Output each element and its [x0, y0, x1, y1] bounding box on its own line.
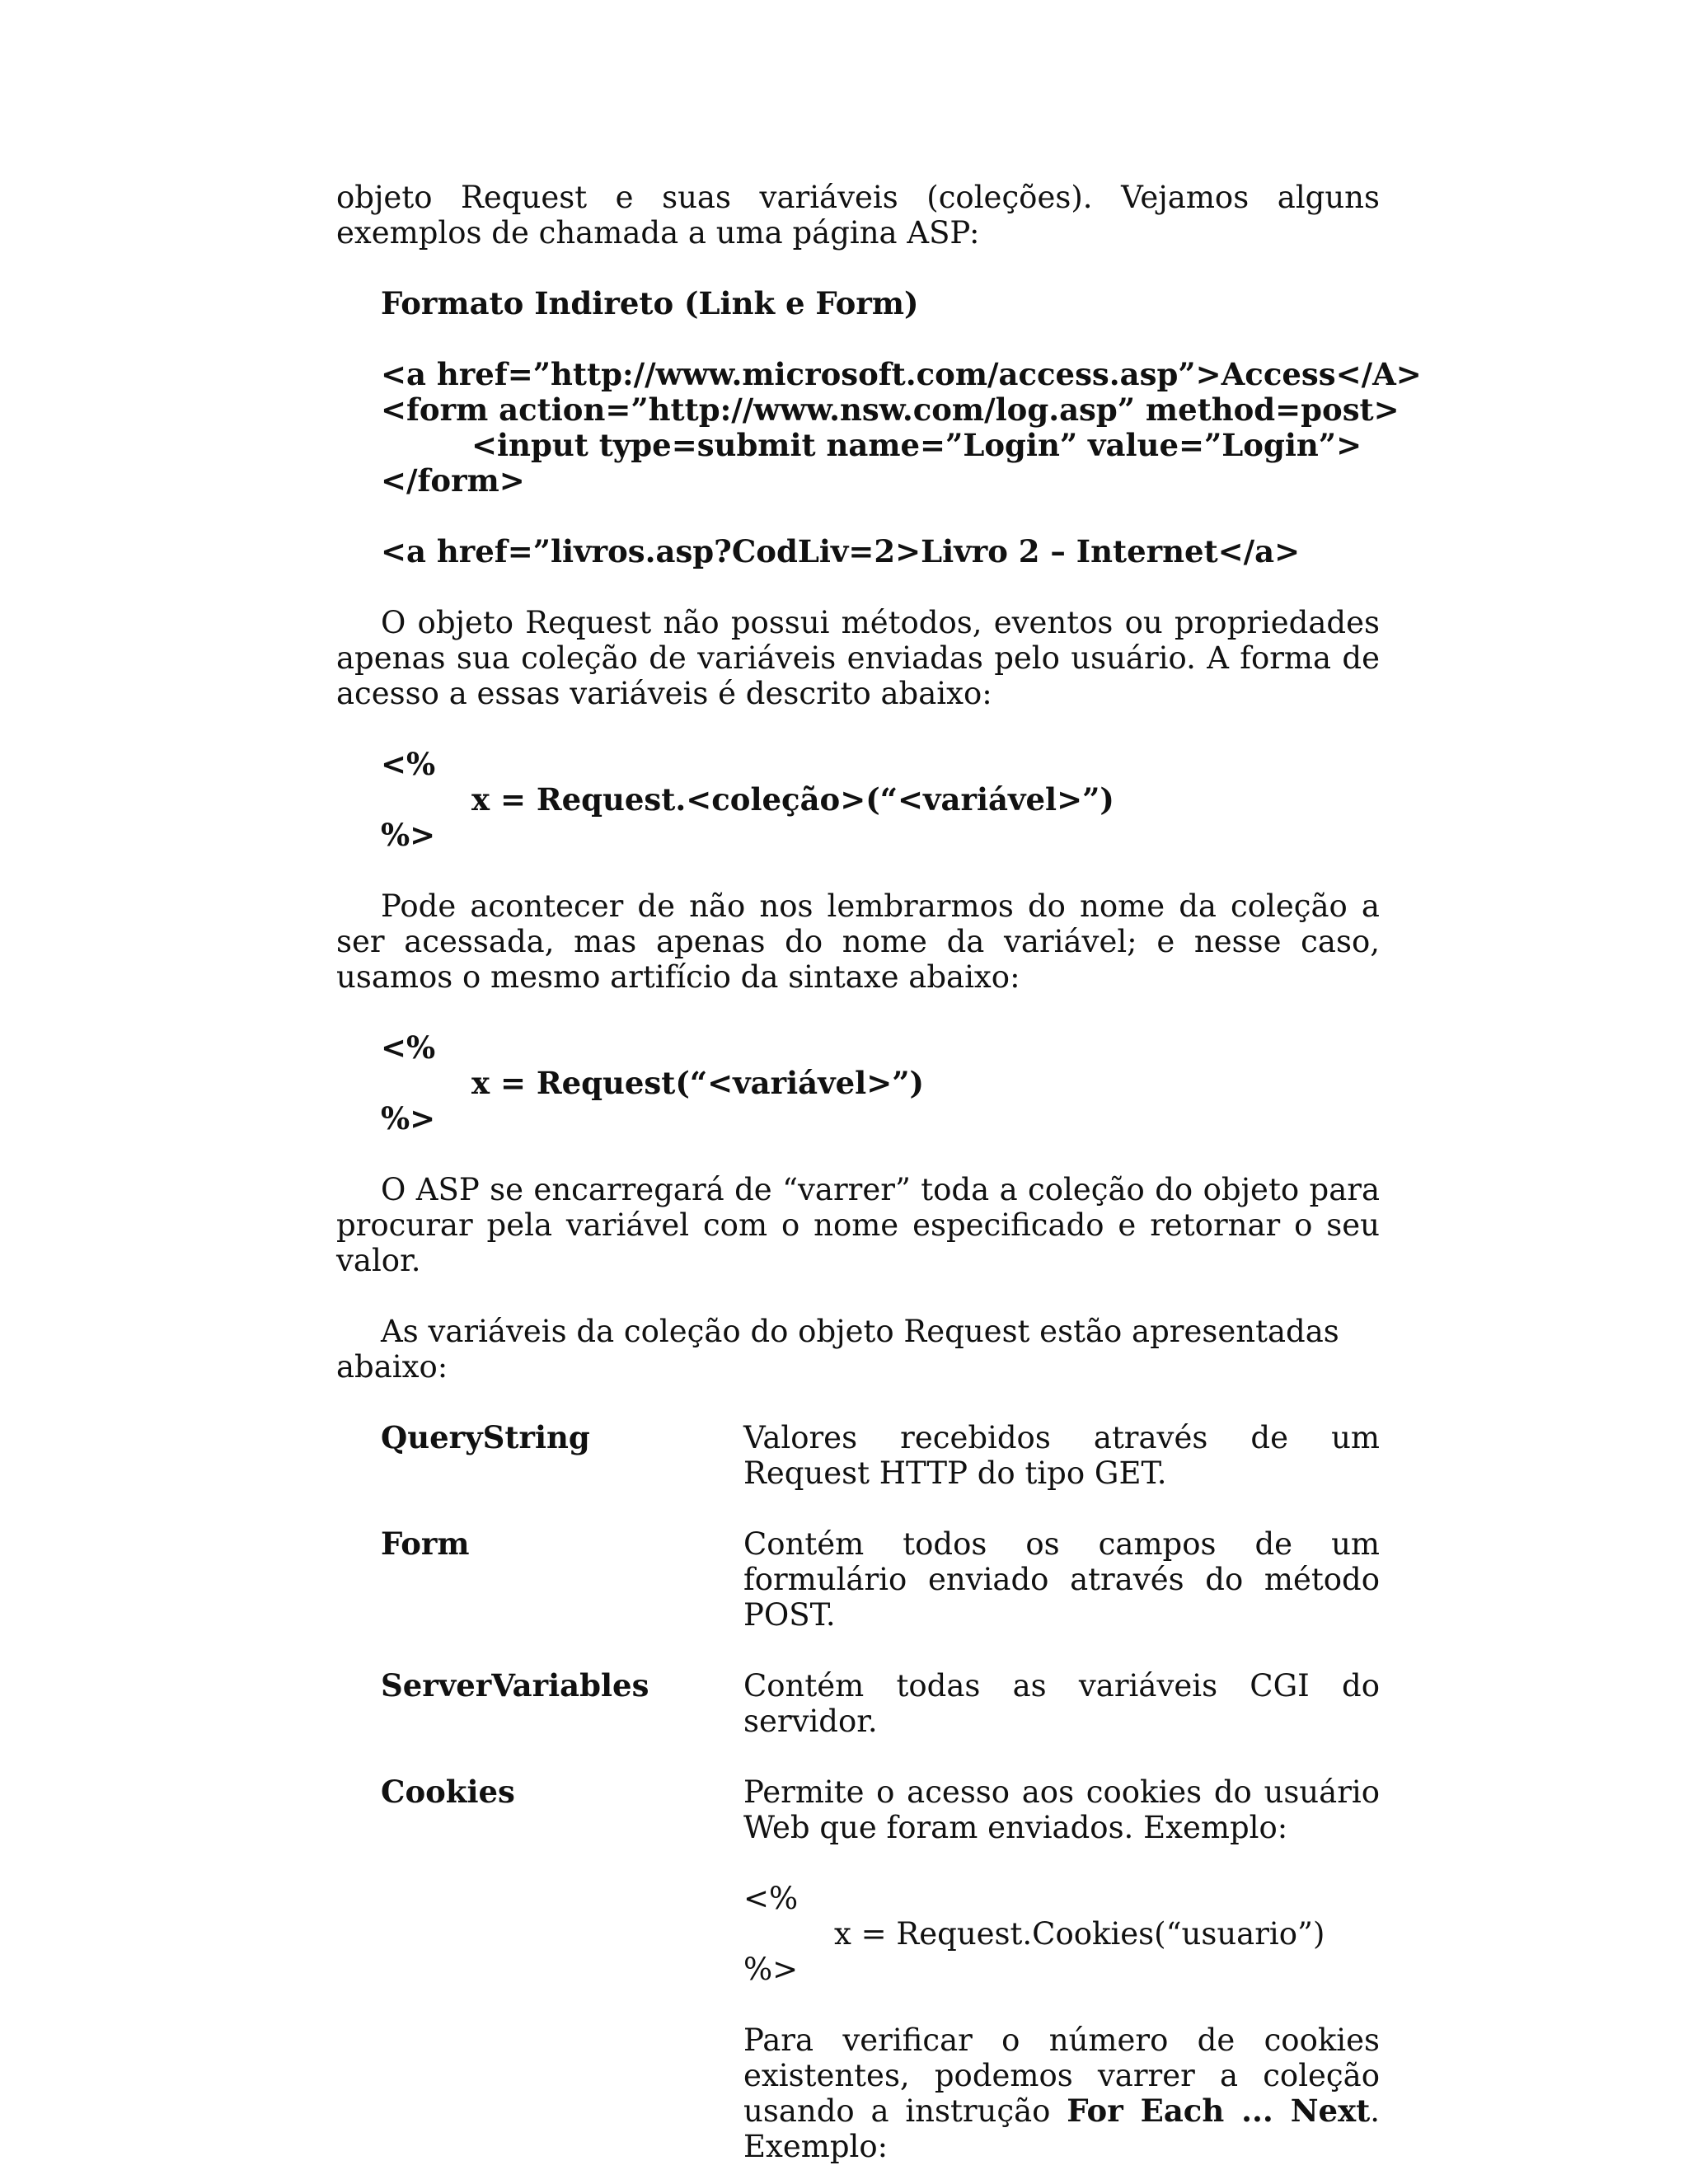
code-line: x = Request.<coleção>(“<variável>”) [471, 781, 1114, 818]
code-line: %> [743, 1952, 799, 1987]
code-line: x = Request.Cookies(“usuario”) [834, 1916, 1325, 1952]
collection-description: Permite o acesso aos cookies do usuário Web que foram enviados. Exemplo: [743, 1774, 1380, 1845]
code-line: <a href=”livros.asp?CodLiv=2>Livro 2 – Internet</a> [381, 533, 1301, 569]
document-page [336, 180, 1422, 2164]
code-line: <% [381, 1029, 436, 1066]
paragraph-request-collection: O objeto Request não possui métodos, eventos ou propriedades apenas sua coleção de variáveis enviadas pelo usuário. A forma de acesso a essas variáveis é descrito abaixo: [336, 605, 1380, 711]
code-block-cookies [743, 1881, 1380, 1987]
code-line: %> [381, 1100, 436, 1137]
collection-description: Contém todos os campos de um formulário enviado através do método POST. [743, 1526, 1380, 1633]
collection-term: QueryString [381, 1419, 590, 1455]
paragraph-asp-search: O ASP se encarregará de “varrer” toda a coleção do objeto para procurar pela variável com o nome especificado e retornar o seu valor. [336, 1172, 1380, 1278]
code-line: <% [743, 1881, 799, 1916]
code-block-querystring-link [381, 534, 1380, 569]
code-line: %> [381, 817, 436, 853]
collection-row-cookies [381, 1774, 1380, 2164]
code-line: <input type=submit name=”Login” value=”Login”> [471, 427, 1362, 463]
note-text: . Exemplo: [743, 2093, 1381, 2164]
code-line: <a href=”http://www.microsoft.com/access.asp”>Access</A> [381, 356, 1422, 392]
collection-row-servervariables [381, 1668, 1380, 1739]
collection-row-form [381, 1526, 1380, 1633]
paragraph-forgotten-collection: Pode acontecer de não nos lembrarmos do nome da coleção a ser acessada, mas apenas do nome da variável; e nesse caso, usamos o mesmo artifício da sintaxe abaixo: [336, 888, 1380, 995]
collection-row-querystring [381, 1420, 1380, 1491]
code-block-link-form [381, 356, 1422, 499]
code-line: </form> [381, 462, 525, 499]
note-text: Para verificar o número de cookies existentes, podemos varrer a coleção usando a instrução [743, 2022, 1380, 2129]
collection-description: Valores recebidos através de um Request HTTP do tipo GET. [743, 1420, 1380, 1491]
for-each-keyword: For Each ... Next [1067, 2093, 1371, 2129]
code-line: <form action=”http://www.nsw.com/log.asp” method=post> [381, 391, 1400, 428]
cookies-count-note [743, 2022, 1380, 2164]
collection-description-cookies [743, 1774, 1380, 2164]
code-line: x = Request(“<variável>”) [471, 1065, 925, 1101]
format-heading: Formato Indireto (Link e Form) [381, 285, 919, 321]
code-block-collection-syntax [381, 747, 1380, 853]
collection-term: Cookies [381, 1774, 515, 1810]
intro-paragraph: objeto Request e suas variáveis (coleções). Vejamos alguns exemplos de chamada a uma página ASP: [336, 180, 1380, 251]
paragraph-collections-intro: As variáveis da coleção do objeto Request estão apresentadas abaixo: [336, 1314, 1339, 1385]
collection-term: ServerVariables [381, 1667, 649, 1704]
code-block-short-syntax [381, 1030, 1380, 1137]
collection-description: Contém todas as variáveis CGI do servidor. [743, 1668, 1380, 1739]
code-line: <% [381, 746, 436, 782]
collection-term: Form [381, 1526, 470, 1562]
